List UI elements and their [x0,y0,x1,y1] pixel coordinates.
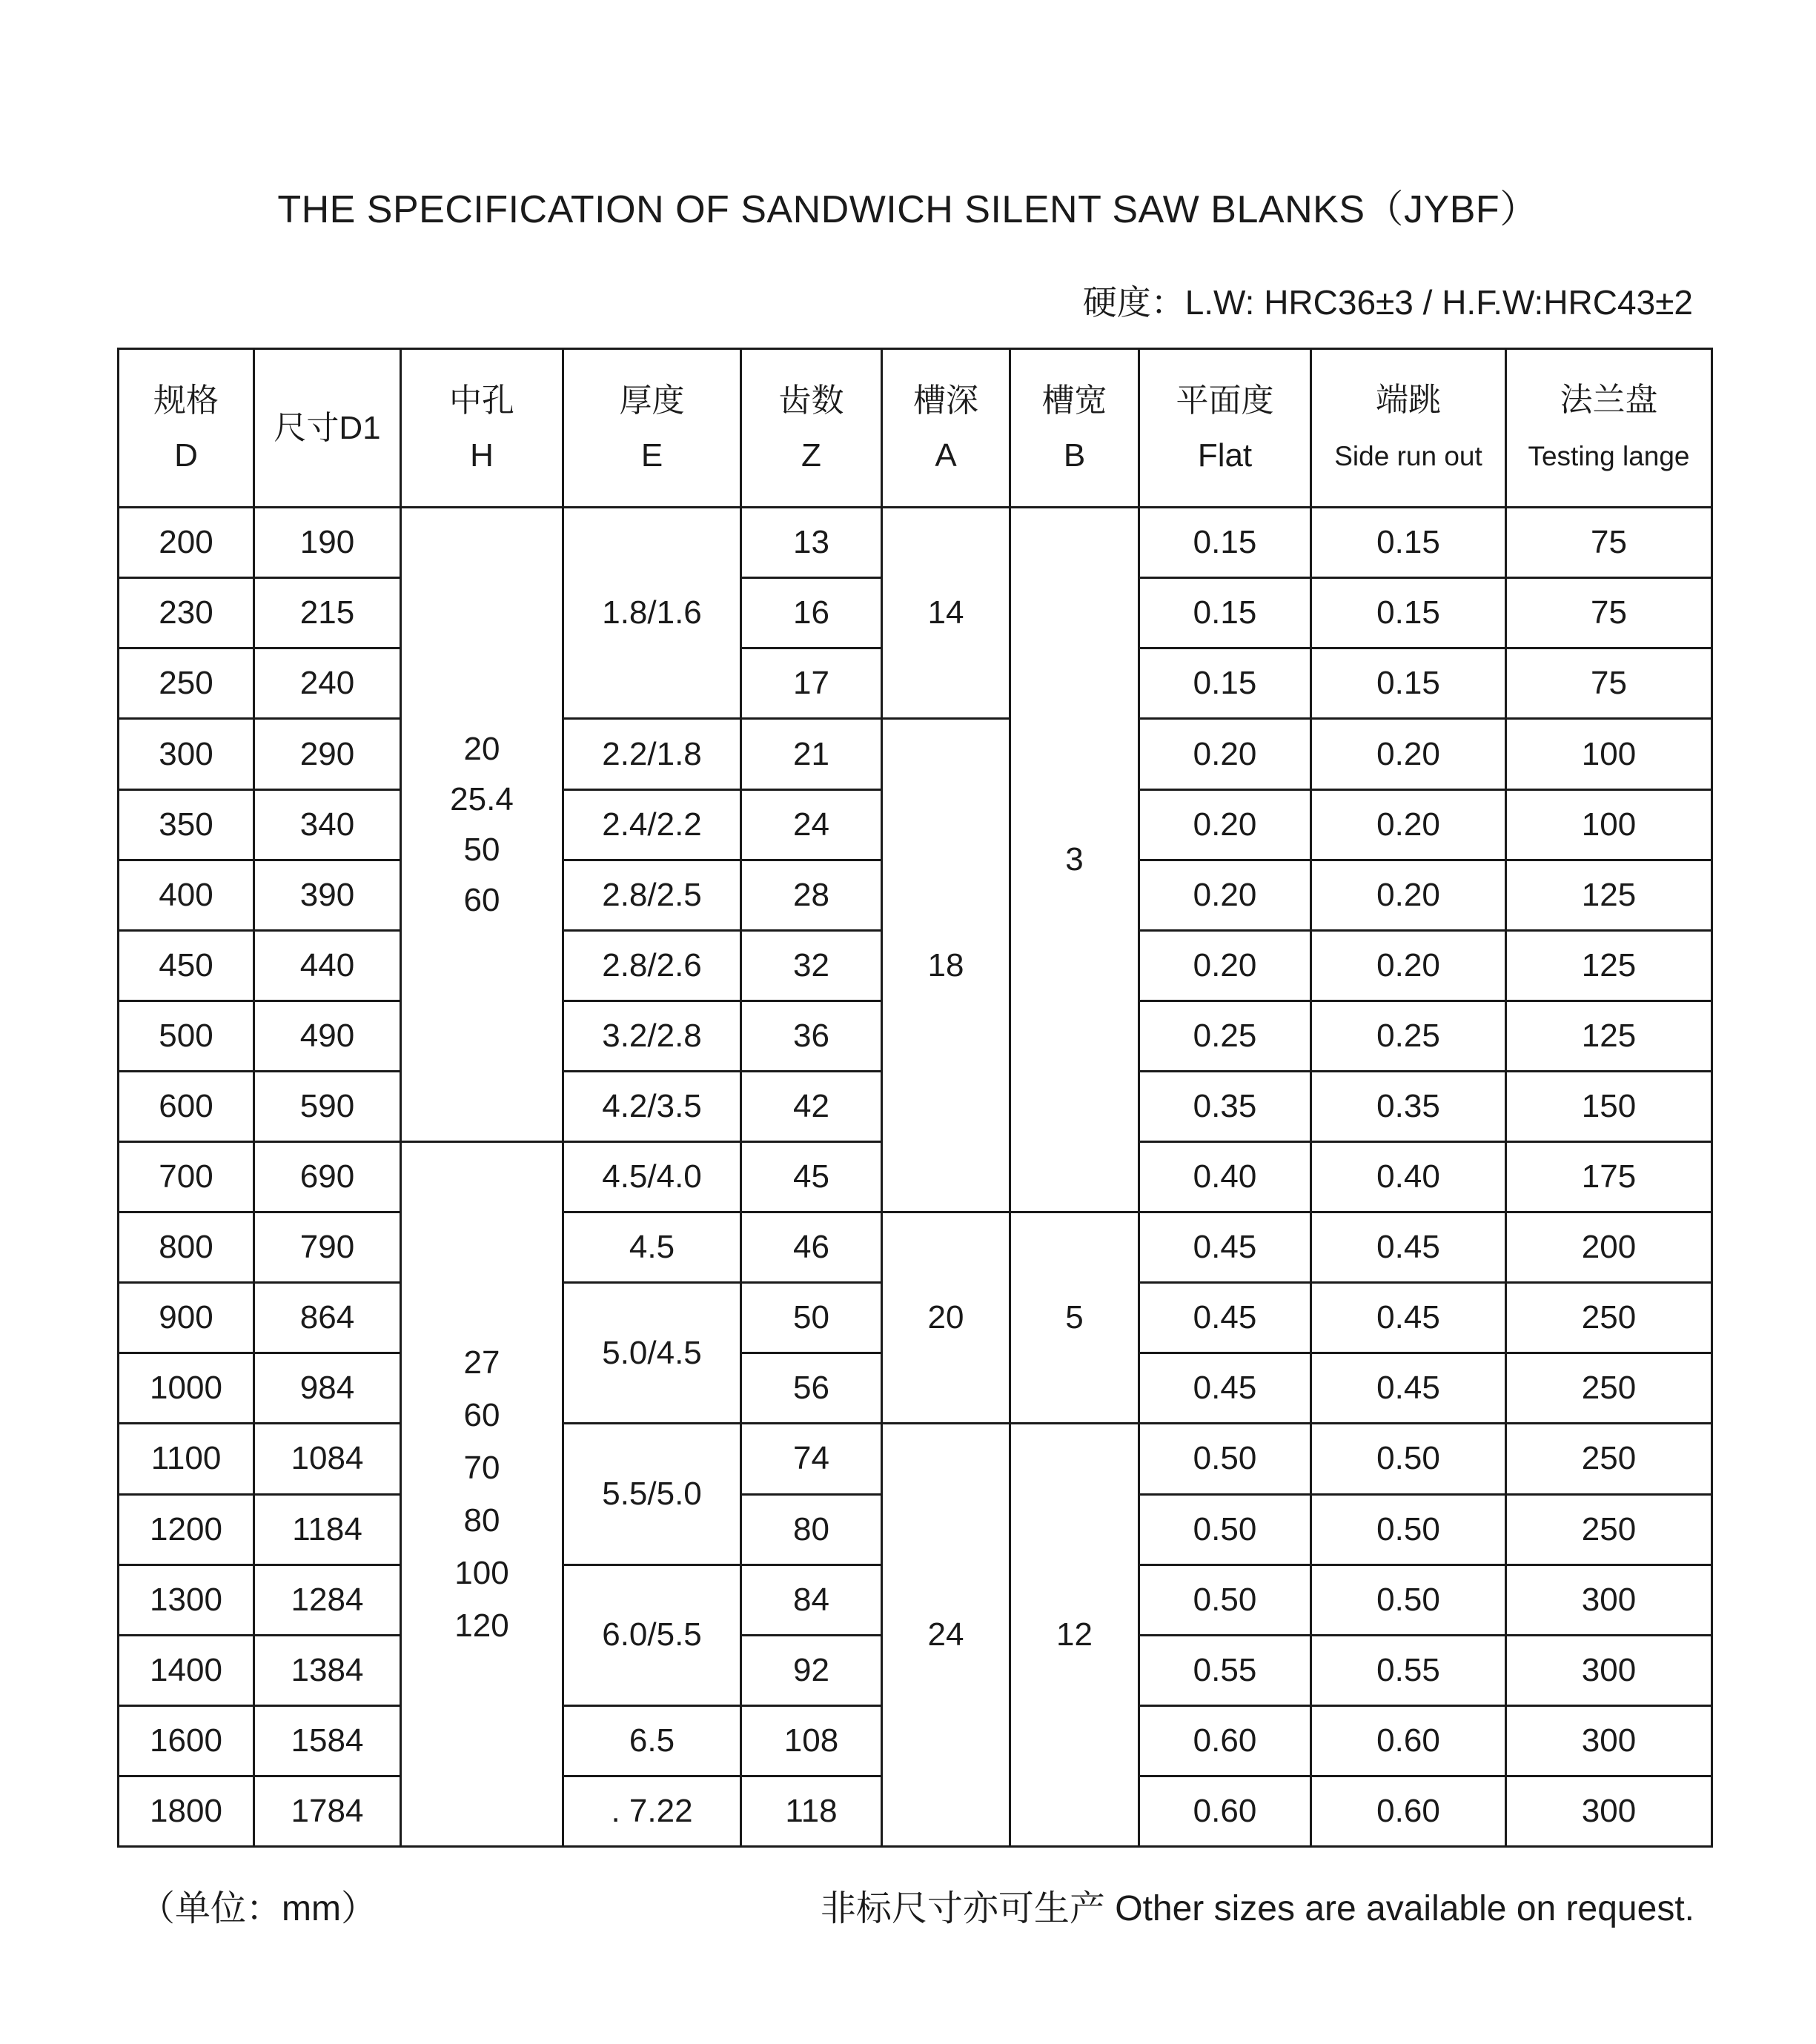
cell-flat: 0.20 [1139,930,1311,1001]
cell-flat: 0.35 [1139,1071,1311,1141]
cell-b: 5 [1010,1212,1139,1424]
hardness-note: 硬度：L.W: HRC36±3 / H.F.W:HRC43±2 [1082,283,1693,322]
cell-flange: 300 [1506,1635,1712,1705]
cell-z: 16 [741,578,882,648]
cell-flat: 0.25 [1139,1001,1311,1071]
header-e [563,349,741,508]
cell-e: 4.5/4.0 [563,1142,741,1212]
cell-flat: 0.20 [1139,719,1311,789]
cell-runout: 0.45 [1311,1212,1506,1283]
h-value: 60 [463,1397,500,1434]
cell-d: 1800 [119,1776,254,1846]
cell-runout: 0.20 [1311,860,1506,930]
cell-z: 92 [741,1635,882,1705]
header-z [741,349,882,508]
cell-z: 13 [741,508,882,578]
cell-d: 1100 [119,1424,254,1494]
header-runout [1311,349,1506,508]
cell-flange: 200 [1506,1212,1712,1283]
cell-d1: 590 [254,1071,401,1141]
cell-runout: 0.50 [1311,1564,1506,1635]
cell-d1: 1084 [254,1424,401,1494]
header-b [1010,349,1139,508]
cell-flange: 150 [1506,1071,1712,1141]
h-value: 60 [463,881,500,918]
cell-d: 1000 [119,1353,254,1424]
header-d [119,349,254,508]
cell-d1: 290 [254,719,401,789]
cell-e: 2.8/2.6 [563,930,741,1001]
cell-z: 28 [741,860,882,930]
cell-e: 4.2/3.5 [563,1071,741,1141]
cell-e: 3.2/2.8 [563,1001,741,1071]
cell-flange: 300 [1506,1776,1712,1846]
header-row [119,349,1712,508]
cell-z: 84 [741,1564,882,1635]
cell-flat: 0.50 [1139,1424,1311,1494]
header-z-cn: 齿数 [778,382,844,419]
cell-d1: 215 [254,578,401,648]
header-a-en: A [935,437,957,474]
cell-a: 18 [882,719,1010,1212]
header-h-en: H [470,437,494,474]
header-d1 [254,349,401,508]
cell-d: 1300 [119,1564,254,1635]
cell-runout: 0.15 [1311,648,1506,719]
cell-runout: 0.40 [1311,1142,1506,1212]
cell-d: 300 [119,719,254,789]
cell-e: 6.5 [563,1705,741,1776]
cell-runout: 0.55 [1311,1635,1506,1705]
table-row [119,719,1712,789]
header-flat-en: Flat [1197,437,1253,474]
header-d-cn: 规格 [153,382,219,419]
cell-flat: 0.60 [1139,1776,1311,1846]
cell-d1: 690 [254,1142,401,1212]
cell-flange: 250 [1506,1283,1712,1353]
cell-b: 12 [1010,1424,1139,1847]
cell-e: 6.0/5.5 [563,1564,741,1705]
header-flange [1506,349,1712,508]
header-flange-en: Testing lange [1528,440,1690,471]
cell-d: 450 [119,930,254,1001]
cell-d1: 240 [254,648,401,719]
cell-flat: 0.50 [1139,1564,1311,1635]
header-b-cn: 槽宽 [1041,382,1107,419]
cell-flange: 75 [1506,648,1712,719]
cell-flange: 100 [1506,789,1712,860]
cell-flange: 250 [1506,1353,1712,1424]
cell-d: 600 [119,1071,254,1141]
cell-a: 20 [882,1212,1010,1424]
cell-runout: 0.60 [1311,1776,1506,1846]
h-value: 70 [463,1450,500,1487]
h-value: 120 [454,1607,509,1645]
cell-d1: 984 [254,1353,401,1424]
cell-d1: 490 [254,1001,401,1071]
cell-d: 200 [119,508,254,578]
cell-e: 4.5 [563,1212,741,1283]
h-value: 100 [454,1555,509,1592]
cell-e: 1.8/1.6 [563,508,741,719]
cell-runout: 0.45 [1311,1283,1506,1353]
cell-flange: 300 [1506,1564,1712,1635]
cell-z: 36 [741,1001,882,1071]
cell-d1: 1584 [254,1705,401,1776]
cell-flange: 125 [1506,930,1712,1001]
header-runout-en: Side run out [1334,440,1482,471]
cell-e: 5.5/5.0 [563,1424,741,1564]
cell-runout: 0.25 [1311,1001,1506,1071]
table-row [119,1212,1712,1283]
cell-runout: 0.50 [1311,1494,1506,1564]
cell-d: 1400 [119,1635,254,1705]
cell-flat: 0.20 [1139,789,1311,860]
cell-flange: 125 [1506,860,1712,930]
unit-note: （单位：mm） [139,1889,377,1928]
cell-runout: 0.20 [1311,719,1506,789]
cell-d: 800 [119,1212,254,1283]
cell-d: 350 [119,789,254,860]
header-flat [1139,349,1311,508]
header-flat-cn: 平面度 [1176,382,1274,419]
header-flange-cn: 法兰盘 [1560,381,1658,418]
cell-z: 24 [741,789,882,860]
cell-z: 80 [741,1494,882,1564]
cell-e: 2.4/2.2 [563,789,741,860]
cell-d1: 390 [254,860,401,930]
header-h-cn: 中孔 [449,382,514,419]
cell-flange: 75 [1506,508,1712,578]
cell-d1: 440 [254,930,401,1001]
cell-runout: 0.35 [1311,1071,1506,1141]
cell-d: 250 [119,648,254,719]
header-z-en: Z [801,437,821,474]
cell-e: 2.8/2.5 [563,860,741,930]
h-value: 27 [463,1344,500,1381]
header-e-cn: 厚度 [619,382,685,419]
cell-flange: 300 [1506,1705,1712,1776]
header-b-en: B [1063,437,1086,474]
availability-note: 非标尺寸亦可生产 Other sizes are available on request. [820,1889,1694,1928]
cell-flat: 0.55 [1139,1635,1311,1705]
cell-runout: 0.15 [1311,508,1506,578]
cell-d: 500 [119,1001,254,1071]
cell-d1: 1184 [254,1494,401,1564]
cell-flat: 0.40 [1139,1142,1311,1212]
h-value: 25.4 [450,780,514,817]
cell-d: 900 [119,1283,254,1353]
cell-z: 32 [741,930,882,1001]
cell-d1: 864 [254,1283,401,1353]
cell-b: 3 [1010,508,1139,1212]
cell-flat: 0.15 [1139,648,1311,719]
cell-flat: 0.15 [1139,508,1311,578]
cell-runout: 0.15 [1311,578,1506,648]
table-row [119,1424,1712,1494]
cell-e: 2.2/1.8 [563,719,741,789]
header-e-en: E [640,437,663,474]
h-value: 20 [463,730,500,767]
cell-flange: 175 [1506,1142,1712,1212]
spec-table [117,348,1713,1848]
cell-h-group1 [401,508,563,1142]
cell-e: . 7.22 [563,1776,741,1846]
cell-flat: 0.45 [1139,1353,1311,1424]
cell-z: 56 [741,1353,882,1424]
cell-flat: 0.60 [1139,1705,1311,1776]
cell-d1: 790 [254,1212,401,1283]
h-value: 80 [463,1502,500,1539]
header-d-en: D [174,437,198,474]
document-title: THE SPECIFICATION OF SANDWICH SILENT SAW BLANKS（JYBF） [277,188,1539,231]
cell-flange: 250 [1506,1494,1712,1564]
cell-runout: 0.45 [1311,1353,1506,1424]
header-h [401,349,563,508]
cell-z: 118 [741,1776,882,1846]
cell-d1: 190 [254,508,401,578]
cell-d: 230 [119,578,254,648]
cell-flange: 125 [1506,1001,1712,1071]
cell-a: 24 [882,1424,1010,1847]
cell-d1: 340 [254,789,401,860]
cell-flange: 100 [1506,719,1712,789]
cell-d1: 1384 [254,1635,401,1705]
h-value: 50 [463,831,500,868]
table-row [119,508,1712,578]
cell-z: 74 [741,1424,882,1494]
cell-flange: 250 [1506,1424,1712,1494]
cell-d: 700 [119,1142,254,1212]
header-d1-label: 尺寸D1 [274,409,381,446]
cell-flat: 0.45 [1139,1212,1311,1283]
cell-flat: 0.20 [1139,860,1311,930]
cell-z: 17 [741,648,882,719]
header-a-cn: 槽深 [913,382,978,419]
cell-runout: 0.50 [1311,1424,1506,1494]
cell-z: 45 [741,1142,882,1212]
cell-flat: 0.45 [1139,1283,1311,1353]
cell-d: 400 [119,860,254,930]
cell-z: 21 [741,719,882,789]
header-runout-cn: 端跳 [1376,381,1441,418]
cell-runout: 0.60 [1311,1705,1506,1776]
cell-z: 108 [741,1705,882,1776]
cell-flange: 75 [1506,578,1712,648]
cell-h-group2 [401,1142,563,1847]
cell-d1: 1784 [254,1776,401,1846]
cell-d: 1200 [119,1494,254,1564]
cell-d: 1600 [119,1705,254,1776]
header-a [882,349,1010,508]
cell-flat: 0.15 [1139,578,1311,648]
cell-z: 50 [741,1283,882,1353]
cell-z: 46 [741,1212,882,1283]
cell-a: 14 [882,508,1010,719]
cell-z: 42 [741,1071,882,1141]
cell-runout: 0.20 [1311,930,1506,1001]
cell-runout: 0.20 [1311,789,1506,860]
cell-flat: 0.50 [1139,1494,1311,1564]
cell-d1: 1284 [254,1564,401,1635]
cell-e: 5.0/4.5 [563,1283,741,1424]
